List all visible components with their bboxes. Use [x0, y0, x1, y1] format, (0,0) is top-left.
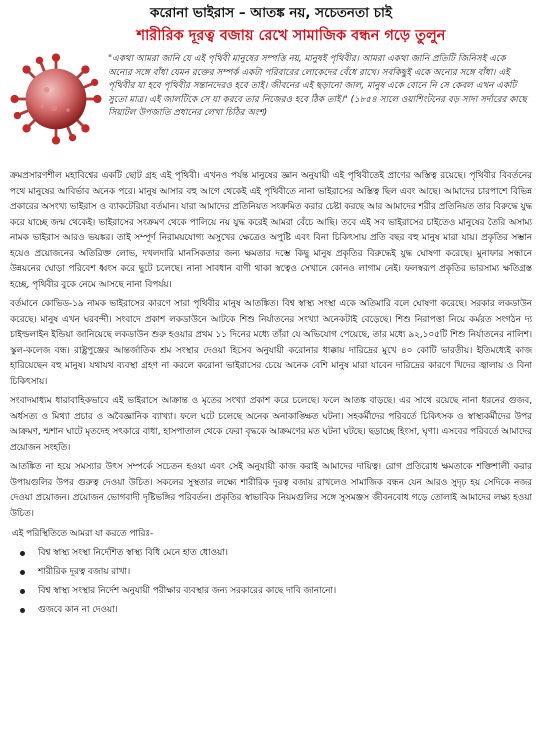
list-item — [38, 563, 534, 582]
bullet-icon — [20, 570, 25, 575]
leaflet-page — [0, 3, 542, 756]
quote-section — [8, 53, 534, 169]
page-subtitle: শারীরিক দূরত্ব বজায় রেখে সামাজিক বন্ধন গড়ে তুলুন — [136, 28, 446, 44]
paragraph-1: ক্রমপ্রসারণশীল মহাবিশ্বের একটি ছোট গ্রহ এই পৃথিবী। এখনও পর্যন্ত মানুষের জ্ঞান অনুযায়ী এই পৃথিবীতেই প্রাণের অস্তিত্ব রয়েছে। পৃথিবীর বিবর্তনের পথে মানুষের আবির্ভাব অনেক পরে। মানুষ আসার বহু আগে থেকেই এই পৃথিবীতে নানা ভাইরাসের অস্তিত্ব ছিল এবং আছে। আমাদের চারপাশে বিভিন্ন প্রকারের অসংখ্য ভাইরাস ও ব্যাকটেরিয়া বর্তমান। যারা আমাদের প্রতিনিয়ত সংক্রমিত করার চেষ্টা করছে আর আমাদের শরীর প্রতিনিয়ত তার বিরুদ্ধে যুদ্ধ করে যাচ্ছে জন্ম থেকেই। ভাইরাসের সংক্রমণ থেকে পালিয়ে নয় যুদ্ধ করেই আমরা বেঁচে আছি। তবে এই সব ভাইরাসের চাইতেও মানুষের তৈরি অসাম্য নামক ভাইরাস আরও ভয়ঙ্কর। তাই সম্পূর্ণ নিরাময়যোগ্য অসুখের ক্ষেত্রেও অপুষ্টি এবং বিনা চিকিৎসায় প্রতি বছর বহু মানুষ মারা যায়। প্রকৃতির সম্ভান হয়েও প্রয়োজনের অতিরিক্ত লোভ, দখলদারি মানসিকতার জন্য ক্ষমতার দম্ভে কিছু মানুষ প্রকৃতির বিরুদ্ধেই যুদ্ধ ঘোষণা করেছে। মুনাফার সন্ধানে উন্নয়নের ঘোড়া পরিবেশ ধ্বংস করে ছুটে চলেছে। নানা সাবধান বাণী থাকা স্বত্বেও সেখানে কোনও লাগাম নেই। ফলস্বরূপ প্রকৃতির ভারসাম্য ক্ষতিগ্রস্ত হচ্ছে, পৃথিবীর বুকে নেমে আসছে নানা বিপর্যয়। — [10, 171, 532, 290]
action-text: বিশ্ব স্বাস্থ্য সংস্থা নির্দেশিত স্বাস্থ্য বিধি মেনে হাত ধোওয়া। — [38, 548, 228, 558]
paragraph-2: বর্তমানে কোভিড-১৯ নামক ভাইরাসের কারণে সারা পৃথিবীর মানুষ আতঙ্কিত। বিশ্ব স্বাস্থ্য সংস্থা একে অতিমারি বলে ঘোষণা করেছে। সরকার লকডাউন করেছে। মানুষ এখন ঘরবন্দী। সংবাদে প্রকাশ লকডাউনে আটকে শিশু নির্যাতনের সংখ্যা অনেকটাই বেড়েছে। শিশু নিরাপত্তা নিয়ে কর্মরত সংগঠন দ্য চাইল্ডলাইন ইন্ডিয়া জানিয়েছে লকডাউন শুরু হওয়ার প্রথম ১১ দিনের মধ্যে তাঁরা যে অভিযোগ পেয়েছে, তার মধ্যে ৯২,১০৫টি শিশু নির্যাতনের নালিশ। স্কুল-কলেজ বন্ধ। রাষ্ট্রপুঞ্জের আন্তর্জাতিক শ্রম সংস্থার দেওয়া হিসেব অনুযায়ী করোনার ধাক্কায় দারিদ্রের মুখে ৪০ কোটি ভারতীয়। ইতিমধ্যেই কাজ হারিয়েছেন বহু মানুষ। যথাযথ ব্যবস্থা গ্রহণ না করলে করোনা ভাইরাসের চেয়ে অনেক বেশি মানুষ মারা যাবেন দারিদ্রের কারণে খিদের জ্বালায় ও বিনা চিকিৎসায়। — [10, 299, 532, 387]
seattle-quote: "একথা আমরা জানি যে এই পৃথিবী মানুষের সম্পত্তি নয়, মানুষই পৃথিবীর। আমরা একথা জানি প্রতিটি জিনিসই একে অন্যের সঙ্গে বাঁধা যেমন রক্তের সম্পর্ক একটা পরিবারের লোকেদের বেঁধে রাখে। সবকিছুই একে অন্যের সঙ্গে বাঁধা। এই পৃথিবীর যা হবে পৃথিবীর সন্তানদেরও হবে তাই। জীবনের এই ছড়ানো জাল, মানুষ একে বোনে নি সে কেবল এখন একটি সুতো মাত্র। এই জালটিকে সে যা করবে তার নিজেরও হবে ঠিক তাই।" (১৮৫৪ সালে ওয়াশিংটনের বড় সাদা সর্দারের কাছে সিয়াটল উপজাতি প্রধানের লেখা চিঠির অংশ) — [108, 54, 527, 118]
action-text: গুজবে কান না দেওয়া। — [38, 605, 118, 615]
page-title: করোনা ভাইরাস – আতঙ্ক নয়, সচেতনতা চাই — [150, 5, 392, 21]
paragraph-4: আতঙ্কিত না হয়ে সমস্যার উৎস সম্পর্কে সচেতন হওয়া এবং সেই অনুযায়ী কাজ করাই আমাদের দায়িত্ব। রোগ প্রতিরোধ ক্ষমতাকে শক্তিশালী করার উপায়গুলির উপর গুরুত্ব দেওয়া উচিত। সকলের সুস্থতার লক্ষ্যে শারীরিক দূরত্ব বজায় রাখলেও সামাজিক বন্ধন যেন আরও সুদৃঢ় হয় সেদিকে নজর দেওয়া প্রয়োজন। প্রয়োজন ভোগবাদী দৃষ্টিভঙ্গির পরিবর্তন। প্রকৃতির স্বাভাবিক নিয়মগুলির সঙ্গে সুসমঞ্জস জীবনবোধ গড়ে তোলাই আমাদের লক্ষ্য হওয়া উচিত। — [10, 462, 532, 519]
list-item — [38, 582, 534, 601]
actions-list — [8, 544, 534, 620]
paragraph-3: সংবাদমাধ্যম ধারাবাহিকভাবে এই ভাইরাসে আক্রান্ত ও মৃতের সংখ্যা প্রকাশ করে চলেছে। ফলে আতঙ্ক বাড়ছে। এর সাথে রয়েছে নানা ধরনের গুজব, অর্ধসত্য ও মিথ্যা প্রচার ও অবৈজ্ঞানিক ব্যাখ্যা। ফলে ঘটে চলেছে অনেক অনাকাঙ্ক্ষিত ঘটনা। সহকর্মীদের পরিবর্তে চিকিৎসক ও স্বাস্থ্যকর্মীদের উপর আক্রমণ, শ্মশান ঘাটে মৃতদেহ সৎকারে বাধা, হাসপাতাল থেকে ফেরা বৃদ্ধকে আক্রমণের মত ঘটনা ঘটছে। ছড়াচ্ছে হিংসা, ঘৃণা। এসবের পরিবর্তে আমাদের প্রয়োজন সংহতি। — [10, 396, 532, 453]
action-text: শারীরিক দূরত্ব বজায় রাখা। — [38, 567, 131, 577]
coronavirus-illustration — [10, 53, 102, 145]
bullet-icon — [20, 551, 25, 556]
list-item — [38, 544, 534, 563]
action-text: বিশ্ব স্বাস্থ্য সংস্থার নির্দেশ অনুযায়ী পরীক্ষার ব্যবস্থার জন্য সরকারের কাছে দাবি জানানো। — [38, 586, 337, 596]
bullet-icon — [20, 589, 25, 594]
list-item — [38, 601, 534, 620]
actions-intro: এই পরিস্থিতিতে আমরা যা করতে পারিঃ- — [12, 529, 154, 539]
bullet-icon — [20, 608, 25, 613]
